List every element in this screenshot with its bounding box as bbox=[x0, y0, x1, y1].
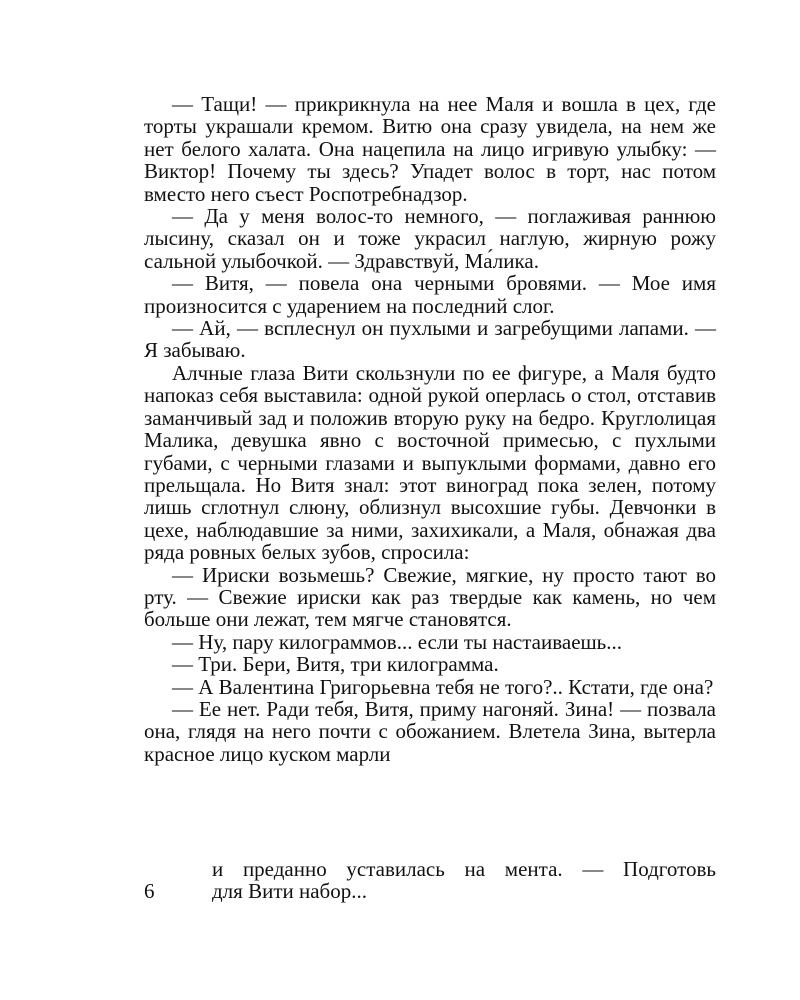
paragraph-8: — Три. Бери, Витя, три килограмма. bbox=[172, 652, 499, 677]
paragraph-3: — Витя, — повела она черными бровями. — Мое имя произносится с ударением на последний слог. bbox=[144, 271, 716, 318]
paragraph-10: — Ее нет. Ради тебя, Витя, приму нагоняй. Зина! — позвала она, глядя на него почти с обожанием. Влетела Зина, вытерла красное лицо куском марли bbox=[144, 696, 716, 766]
page-number: 6 bbox=[144, 879, 155, 904]
paragraph-4: — Ай, — всплеснул он пухлыми и загребущими лапами. — Я забываю. bbox=[144, 316, 716, 363]
paragraph-6: — Ириски возьмешь? Свежие, мягкие, ну просто тают во рту. — Свежие ириски как раз твердые как камень, но чем больше они лежат, тем мягче становятся. bbox=[144, 562, 716, 632]
paragraph-1: — Тащи! — прикрикнула на нее Маля и вошла в цех, где торты украшали кремом. Витю она сразу увидела, на нем же нет белого халата. Она нацепила на лицо игривую улыбку: — Виктор! Почему ты здесь? Упадет волос в торт, нас потом вместо него съест Роспотребнадзор. bbox=[144, 92, 716, 206]
page-footer-lines bbox=[144, 858, 716, 903]
footer-line bbox=[144, 880, 716, 902]
paragraph-5: Алчные глаза Вити скользнули по ее фигуре, а Маля будто напоказ себя выставила: одной рукой оперлась о стол, отставив заманчивый зад и положив вторую руку на бедро. Круглолицая Малика, девушка явно с восточной примесью, с пухлыми губами, с черными глазами и выпуклыми формами, давно его прельщала. Но Витя знал: этот виноград пока зелен, потому лишь сглотнул слюну, облизнул высохшие губы. Девчонки в цехе, наблюдавшие за ними, захихикали, а Маля, обнажая два ряда ровных белых зубов, спросила: bbox=[144, 360, 716, 565]
paragraph-9: — А Валентина Григорьевна тебя не того?.. Кстати, где она? bbox=[172, 674, 714, 699]
paragraph-2: — Да у меня волос-то немного, — поглаживая раннюю лысину, сказал он и тоже украсил наглую, жирную рожу сальной улыбочкой. — Здравствуй, Ма́лика. bbox=[144, 204, 716, 273]
paragraph-continuation-line: и преданно уставилась на мента. — Подготовь bbox=[212, 857, 716, 881]
page-text bbox=[144, 93, 716, 765]
paragraph-final-line: для Вити набор... bbox=[212, 879, 367, 904]
paragraph-7: — Ну, пару килограммов... если ты настаиваешь... bbox=[172, 629, 623, 654]
